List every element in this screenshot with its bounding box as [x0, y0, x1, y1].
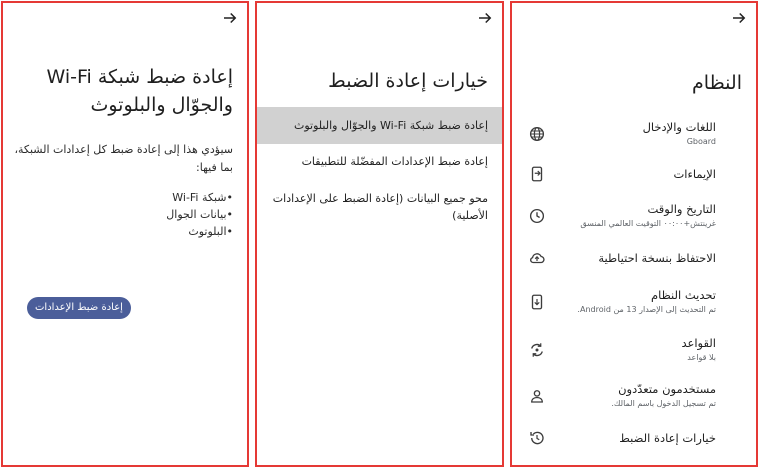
settings-item-summary: غرينتش+٠٠:٠٠ التوقيت العالمي المنسق: [580, 219, 716, 228]
page-title: إعادة ضبط شبكة Wi-Fi والجوّال والبلوتوث: [46, 66, 233, 116]
settings-item-backup[interactable]: [512, 239, 756, 279]
settings-item-date-time[interactable]: [512, 197, 756, 237]
settings-item-multiple-users[interactable]: [512, 377, 756, 417]
settings-item-label: القواعد: [681, 336, 716, 350]
history-icon: [528, 429, 546, 447]
settings-item-label: اللغات والإدخال: [642, 120, 716, 134]
option-erase-all-data[interactable]: محو جميع البيانات (إعادة الضبط على الإعدادات الأصلية): [272, 192, 488, 222]
settings-item-summary: تم التحديث إلى الإصدار 13 من Android.: [577, 305, 716, 314]
settings-item-summary: تم تسجيل الدخول باسم المالك.: [611, 399, 716, 408]
back-arrow-icon[interactable]: [730, 9, 748, 27]
reset-settings-button[interactable]: إعادة ضبط الإعدادات: [27, 297, 131, 319]
settings-item-languages[interactable]: [512, 115, 756, 155]
settings-item-label: الإيماءات: [673, 167, 716, 181]
clock-icon: [528, 207, 546, 225]
settings-item-label: مستخدمون متعدّدون: [618, 382, 716, 396]
back-arrow-icon[interactable]: [221, 9, 239, 27]
gestures-phone-icon: [528, 165, 546, 183]
reset-items-list: [13, 189, 233, 240]
back-arrow-icon[interactable]: [476, 9, 494, 27]
page-title: خيارات إعادة الضبط: [328, 70, 488, 92]
list-item: •شبكة Wi-Fi: [172, 191, 233, 204]
settings-item-label: خيارات إعادة الضبط: [619, 431, 716, 445]
reset-options-panel: [255, 1, 504, 467]
page-title: النظام: [692, 72, 742, 94]
system-update-icon: [528, 293, 546, 311]
option-reset-network[interactable]: إعادة ضبط شبكة Wi-Fi والجوّال والبلوتوث: [257, 107, 502, 144]
person-icon: [528, 387, 546, 405]
settings-item-label: الاحتفاظ بنسخة احتياطية: [598, 251, 716, 265]
settings-item-reset-options[interactable]: [512, 419, 756, 459]
reset-network-panel: [1, 1, 249, 467]
rules-icon: [528, 341, 546, 359]
reset-description: سيؤدي هذا إلى إعادة ضبط كل إعدادات الشبكة، بما فيها:: [14, 143, 233, 174]
list-item: •البلوتوث: [188, 225, 233, 238]
settings-item-summary: Gboard: [686, 137, 716, 146]
system-panel: [510, 1, 758, 467]
settings-item-label: تحديث النظام: [650, 288, 716, 302]
option-reset-app-preferences[interactable]: إعادة ضبط الإعدادات المفضّلة للتطبيقات: [301, 155, 488, 168]
list-item: •بيانات الجوال: [166, 208, 233, 221]
cloud-upload-icon: [528, 249, 546, 267]
settings-item-label: التاريخ والوقت: [647, 202, 716, 216]
settings-item-rules[interactable]: [512, 331, 756, 371]
settings-item-summary: بلا قواعد: [687, 353, 716, 362]
settings-item-system-update[interactable]: [512, 283, 756, 323]
settings-item-gestures[interactable]: [512, 155, 756, 195]
globe-icon: [528, 125, 546, 143]
